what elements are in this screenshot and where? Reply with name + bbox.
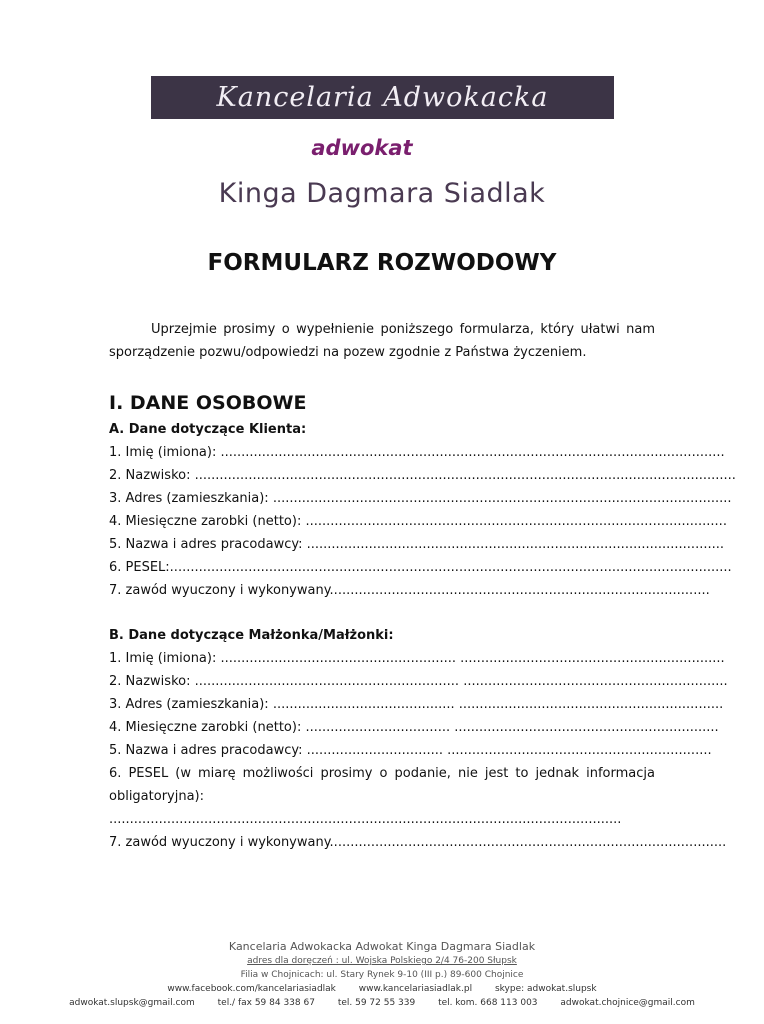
client-heading: A. Dane dotyczące Klienta:: [109, 422, 307, 437]
lawyer-role: adwokat: [311, 136, 413, 160]
spouse-field-occupation: 7. zawód wyuczony i wykonywany................................................................................................: [109, 835, 727, 850]
client-field-name: 1. Imię (imiona): ..........................................................................................................................: [109, 445, 725, 460]
footer-email-chojnice: adwokat.chojnice@gmail.com: [560, 998, 695, 1008]
footer-website: www.kancelariasiadlak.pl: [358, 984, 473, 994]
spouse-field-name: 1. Imię (imiona): ......................................................... ................................................................: [109, 651, 725, 666]
footer-telfax: tel./ fax 59 84 338 67: [217, 998, 315, 1008]
footer-email-slupsk: adwokat.slupsk@gmail.com: [69, 998, 195, 1008]
document-title: FORMULARZ ROZWODOWY: [207, 250, 557, 276]
form-content: [109, 318, 736, 854]
footer-telkom: tel. kom. 668 113 003: [438, 998, 538, 1008]
footer-skype: skype: adwokat.slupsk: [494, 984, 597, 994]
footer-contact-row: [0, 996, 764, 1010]
intro-paragraph: Uprzejmie prosimy o wypełnienie poniższego formularza, który ułatwi nam sporządzenie pozwu/odpowiedzi na pozew zgodnie z Państwa życzeniem.: [109, 322, 655, 360]
client-field-pesel: 6. PESEL:........................................................................................................................................: [109, 560, 732, 575]
client-field-occupation: 7. zawód wyuczony i wykonywany............................................................................................: [109, 583, 710, 598]
client-field-surname: 2. Nazwisko: ...................................................................................................................................: [109, 468, 736, 483]
client-field-address: 3. Adres (zamieszkania): ...............................................................................................................: [109, 491, 732, 506]
lawyer-name: Kinga Dagmara Siadlak: [218, 178, 546, 209]
footer-firm: Kancelaria Adwokacka Adwokat Kinga Dagmara Siadlak: [228, 940, 536, 953]
spouse-field-income: 4. Miesięczne zarobki (netto): ................................... ................................................................: [109, 720, 719, 735]
footer-web-row: [0, 982, 764, 996]
client-field-income: 4. Miesięczne zarobki (netto): ......................................................................................................: [109, 514, 727, 529]
firm-name: Kancelaria Adwokacka: [216, 82, 549, 113]
footer-branch-address: Filia w Chojnicach: ul. Stary Rynek 9-10 (III p.) 89-600 Chojnice: [240, 970, 524, 980]
spouse-field-surname: 2. Nazwisko: ................................................................ ................................................................: [109, 674, 728, 689]
footer-facebook: www.facebook.com/kancelariasiadlak: [167, 984, 336, 994]
spouse-field-pesel: 6. PESEL (w miarę możliwości prosimy o podanie, nie jest to jednak informacja obligatoryjna): ............................................................................................................................: [109, 766, 655, 827]
footer-delivery-address: adres dla doręczeń : ul. Wojska Polskiego 2/4 76-200 Słupsk: [247, 956, 517, 966]
firm-banner: [151, 76, 614, 119]
client-field-employer: 5. Nazwa i adres pracodawcy: .....................................................................................................: [109, 537, 724, 552]
section-heading: I. DANE OSOBOWE: [109, 392, 307, 414]
spouse-heading: B. Dane dotyczące Małżonka/Małżonki:: [109, 628, 394, 643]
spouse-field-employer: 5. Nazwa i adres pracodawcy: ................................. ................................................................: [109, 743, 712, 758]
spouse-field-address: 3. Adres (zamieszkania): ............................................ ................................................................: [109, 697, 724, 712]
footer-tel: tel. 59 72 55 339: [337, 998, 416, 1008]
page-footer: [0, 940, 764, 1010]
